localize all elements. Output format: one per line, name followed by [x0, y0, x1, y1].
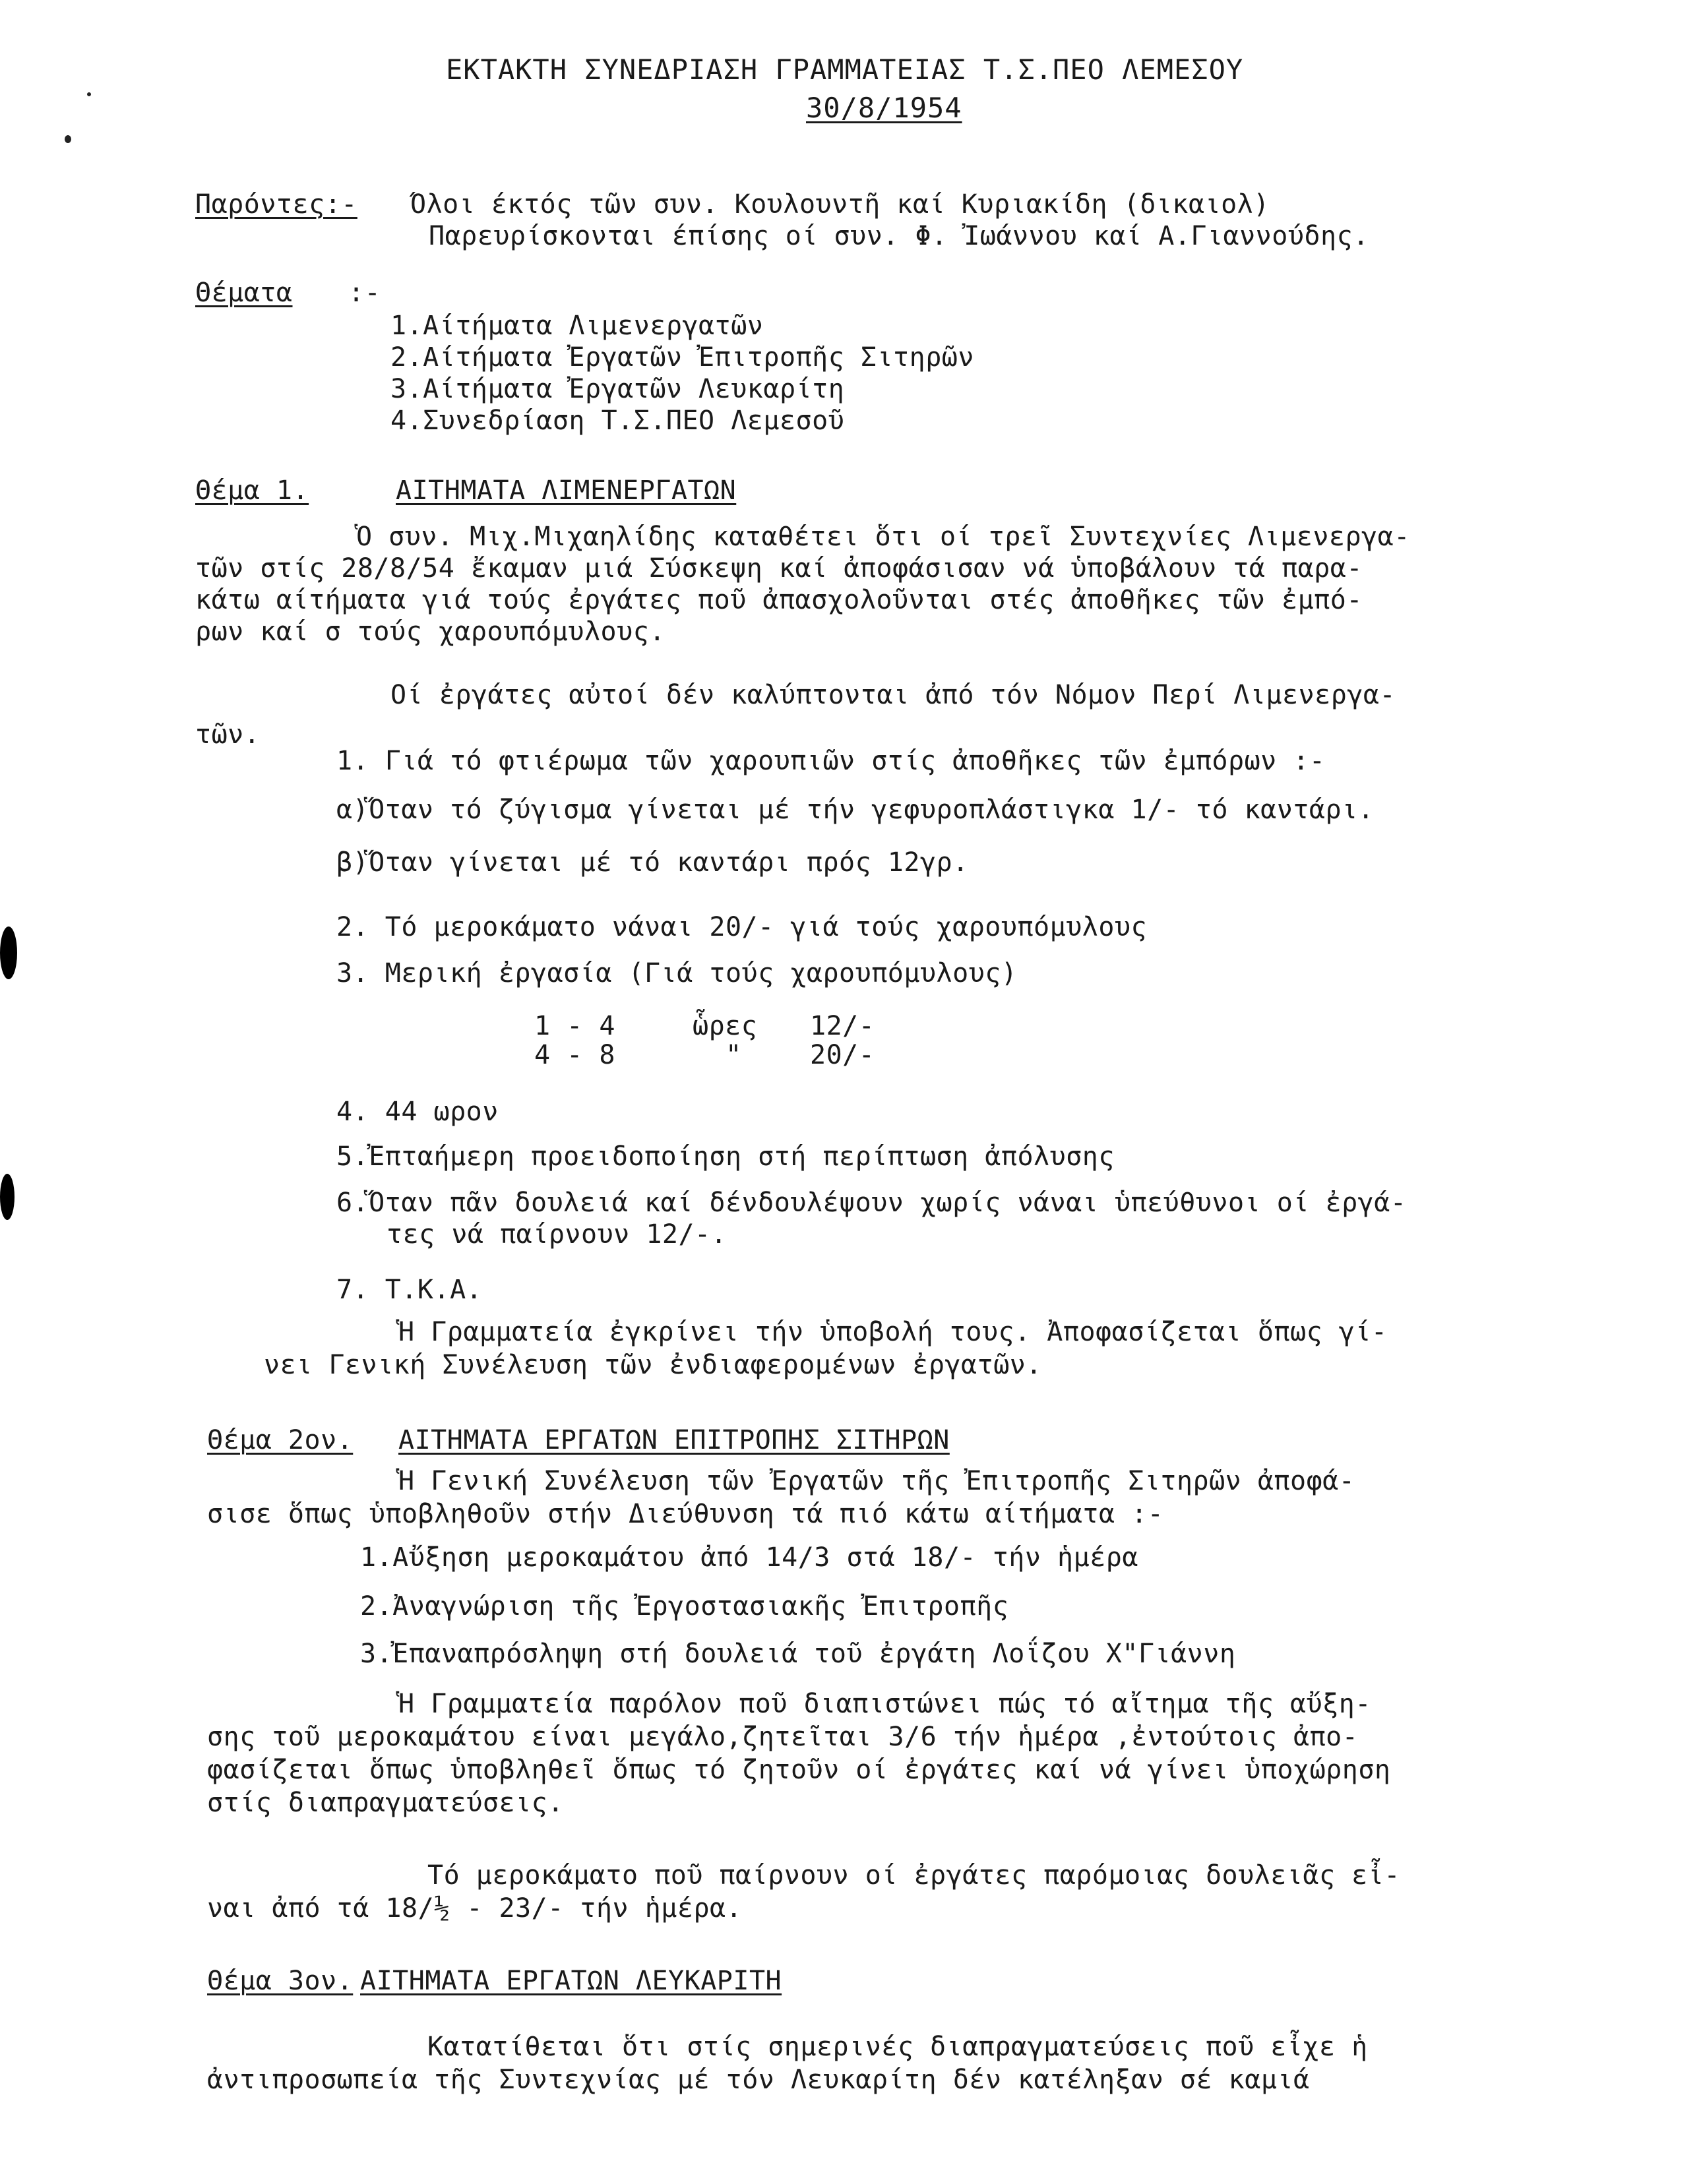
topic1-paragraph-line: τῶν.	[195, 719, 261, 750]
topic1-paragraph-line: Οί ἐργάτες αὐτοί δέν καλύπτονται ἀπό τόν Νόμον Περί Λιμενεργα-	[390, 680, 1396, 710]
topic2-item: 2.Ἀναγνώριση τῆς Ἐργοστασιακῆς Ἐπιτροπῆς	[360, 1591, 1009, 1622]
agenda-item: 1.Αίτήματα Λιμενεργατῶν	[390, 311, 764, 341]
agenda-label: Θέματα	[195, 278, 293, 308]
topic3-paragraph-line: Κατατίθεται ὅτι στίς σημερινές διαπραγματεύσεις ποῦ εἶχε ἡ	[427, 2032, 1368, 2062]
topic1-paragraph-line: κάτω αίτήματα γιά τούς ἐργάτες ποῦ ἀπασχολοῦνται στές ἀποθῆκες τῶν ἐμπό-	[195, 585, 1363, 615]
topic2-paragraph-line: σης τοῦ μεροκαμάτου είναι μεγάλο,ζητεῖται 3/6 τήν ἡμέρα ,ἐντούτοις ἀπο-	[207, 1722, 1359, 1752]
topic2-paragraph-line: στίς διαπραγματεύσεις.	[207, 1788, 564, 1818]
attendance-line-2: Παρευρίσκονται έπίσης οί συν. Φ. Ἰωάννου καί Α.Γιαννούδης.	[429, 221, 1369, 251]
demand-table-range: 1 - 4	[534, 1011, 615, 1041]
demand-item: 7. Τ.Κ.Α.	[336, 1275, 483, 1305]
demand-item-continuation: τες νά παίρνουν 12/-.	[387, 1219, 728, 1250]
topic1-decision-line: Ἡ Γραμματεία ἐγκρίνει τήν ὑποβολή τους. Ἀποφασίζεται ὅπως γί-	[398, 1317, 1388, 1347]
topic1-paragraph-line: Ὁ συν. Μιχ.Μιχαηλίδης καταθέτει ὅτι οί τρεῖ Συντεχνίες Λιμενεργα-	[356, 522, 1410, 552]
topic2-paragraph-line: Τό μεροκάματο ποῦ παίρνουν οί ἐργάτες παρόμοιας δουλειᾶς εἶ-	[427, 1860, 1400, 1891]
topic1-decision-line: νει Γενική Συνέλευση τῶν ἐνδιαφερομένων ἐργατῶν.	[264, 1350, 1042, 1380]
agenda-item: 3.Αίτήματα Ἐργατῶν Λευκαρίτη	[390, 374, 845, 404]
demand-item: 4. 44 ωρον	[336, 1097, 499, 1127]
agenda-label-suffix: :-	[348, 278, 381, 308]
demand-item: 6.Ὅταν πᾶν δουλειά καί δένδουλέψουν χωρίς νάναι ὑπεύθυνοι οί ἐργά-	[336, 1188, 1407, 1218]
demand-subitem: β)Ὅταν γίνεται μέ τό καντάρι πρός 12γρ.	[336, 847, 969, 878]
demand-subitem: α)Ὅταν τό ζύγισμα γίνεται μέ τήν γεφυροπλάστιγκα 1/- τό καντάρι.	[336, 795, 1375, 825]
demand-item: 3. Μερική ἐργασία (Γιά τούς χαρουπόμυλους)	[336, 958, 1018, 988]
topic2-item: 3.Ἐπαναπρόσληψη στή δουλειά τοῦ ἐργάτη Λοΐζου Χ"Γιάννη	[360, 1639, 1236, 1669]
topic3-heading-title: ΑΙΤΗΜΑΤΑ ΕΡΓΑΤΩΝ ΛΕΥΚΑΡΙΤΗ	[360, 1966, 782, 1996]
scan-speck	[65, 135, 71, 143]
topic2-heading-title: ΑΙΤΗΜΑΤΑ ΕΡΓΑΤΩΝ ΕΠΙΤΡΟΠΗΣ ΣΙΤΗΡΩΝ	[398, 1425, 950, 1455]
agenda-item: 2.Αίτήματα Ἐργατῶν Ἐπιτροπῆς Σιτηρῶν	[390, 342, 974, 373]
demand-table-unit: ὧρες	[693, 1011, 758, 1041]
attendance-line-1: Όλοι έκτός τῶν συν. Κουλουντῆ καί Κυριακίδη (δικαιολ)	[410, 189, 1270, 220]
demand-table-amount: 12/-	[810, 1011, 875, 1041]
topic3-heading-prefix: Θέμα 3ον.	[207, 1966, 354, 1996]
demand-table-range: 4 - 8	[534, 1040, 615, 1070]
topic1-heading-prefix: Θέμα 1.	[195, 475, 309, 506]
topic1-paragraph-line: τῶν στίς 28/8/54 ἔκαμαν μιά Σύσκεψη καί ἀποφάσισαν νά ὑποβάλουν τά παρα-	[195, 553, 1363, 584]
document-title: ΕΚΤΑΚΤΗ ΣΥΝΕΔΡΙΑΣΗ ΓΡΑΜΜΑΤΕΙΑΣ Τ.Σ.ΠΕΟ ΛΕΜΕΣΟΥ	[446, 53, 1244, 86]
topic2-paragraph-line: φασίζεται ὅπως ὑποβληθεῖ ὅπως τό ζητοῦν οί ἐργάτες καί νά γίνει ὑποχώρηση	[207, 1755, 1391, 1785]
demand-item: 2. Τό μεροκάματο νάναι 20/- γιά τούς χαρουπόμυλους	[336, 912, 1148, 942]
document-date: 30/8/1954	[806, 92, 962, 124]
demand-table-amount: 20/-	[810, 1040, 875, 1070]
demand-item: 5.Ἐπταήμερη προειδοποίηση στή περίπτωση ἀπόλυσης	[336, 1141, 1115, 1172]
topic3-paragraph-line: ἀντιπροσωπεία τῆς Συντεχνίας μέ τόν Λευκαρίτη δέν κατέληξαν σέ καμιά	[207, 2065, 1310, 2095]
punch-hole-top	[0, 926, 17, 979]
topic2-intro-line: σισε ὅπως ὑποβληθοῦν στήν Διεύθυνση τά πιό κάτω αίτήματα :-	[207, 1499, 1164, 1529]
topic1-heading-title: ΑΙΤΗΜΑΤΑ ΛΙΜΕΝΕΡΓΑΤΩΝ	[396, 475, 737, 506]
scan-speck	[87, 92, 91, 96]
punch-hole-bottom	[0, 1174, 15, 1220]
attendance-label: Παρόντες:-	[195, 189, 357, 220]
demand-table-unit: "	[726, 1040, 742, 1070]
topic2-heading-prefix: Θέμα 2ον.	[207, 1425, 354, 1455]
demand-item: 1. Γιά τό φτιέρωμα τῶν χαρουπιῶν στίς ἀποθῆκες τῶν ἐμπόρων :-	[336, 746, 1326, 776]
topic1-paragraph-line: ρων καί σ τούς χαρουπόμυλους.	[195, 617, 666, 647]
topic2-item: 1.Αὔξηση μεροκαμάτου ἀπό 14/3 στά 18/- τήν ἡμέρα	[360, 1542, 1138, 1573]
topic2-paragraph-line: ναι ἀπό τά 18/½ - 23/- τήν ἡμέρα.	[207, 1893, 743, 1924]
topic2-paragraph-line: Ἡ Γραμματεία παρόλον ποῦ διαπιστώνει πώς τό αἴτημα τῆς αὔξη-	[398, 1689, 1371, 1719]
topic2-intro-line: Ἡ Γενική Συνέλευση τῶν Ἐργατῶν τῆς Ἐπιτροπῆς Σιτηρῶν ἀποφά-	[398, 1466, 1355, 1496]
agenda-item: 4.Συνεδρίαση Τ.Σ.ΠΕΟ Λεμεσοῦ	[390, 406, 845, 436]
